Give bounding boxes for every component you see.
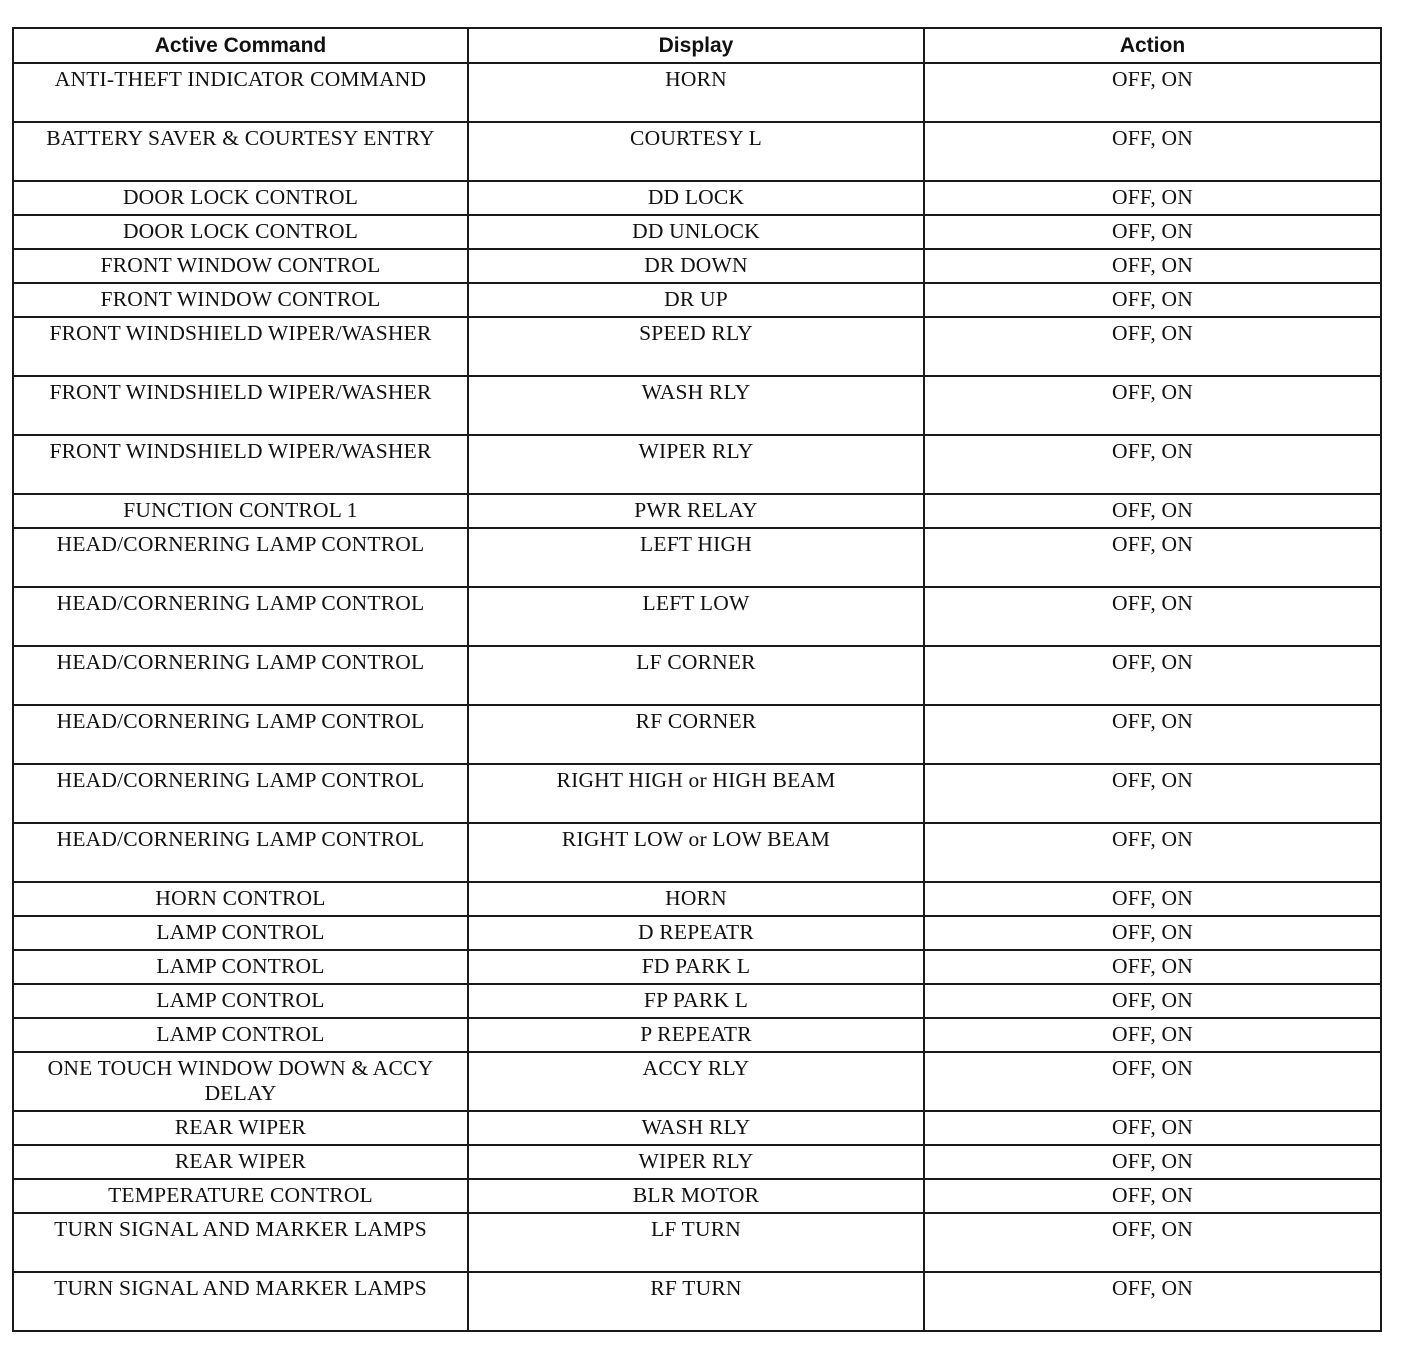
cell-display: ACCY RLY: [468, 1052, 924, 1111]
cell-display: WIPER RLY: [468, 1145, 924, 1179]
table-row: [13, 1111, 1381, 1145]
cell-active-command: HEAD/CORNERING LAMP CONTROL: [13, 646, 468, 705]
cell-action: OFF, ON: [924, 249, 1381, 283]
cell-active-command: FRONT WINDOW CONTROL: [13, 249, 468, 283]
table-row: [13, 528, 1381, 587]
cell-display: WIPER RLY: [468, 435, 924, 494]
cell-display: LF TURN: [468, 1213, 924, 1272]
cell-display: SPEED RLY: [468, 317, 924, 376]
cell-action: OFF, ON: [924, 435, 1381, 494]
cell-display: DD LOCK: [468, 181, 924, 215]
cell-active-command: BATTERY SAVER & COURTESY ENTRY: [13, 122, 468, 181]
cell-active-command: HEAD/CORNERING LAMP CONTROL: [13, 587, 468, 646]
cell-active-command: FRONT WINDOW CONTROL: [13, 283, 468, 317]
cell-active-command: ONE TOUCH WINDOW DOWN & ACCY DELAY: [13, 1052, 468, 1111]
cell-display: RIGHT HIGH or HIGH BEAM: [468, 764, 924, 823]
cell-action: OFF, ON: [924, 283, 1381, 317]
cell-display: RIGHT LOW or LOW BEAM: [468, 823, 924, 882]
active-command-table-container: [12, 27, 1380, 1332]
table-row: [13, 1018, 1381, 1052]
cell-display: LF CORNER: [468, 646, 924, 705]
cell-action: OFF, ON: [924, 1145, 1381, 1179]
cell-active-command: LAMP CONTROL: [13, 984, 468, 1018]
cell-active-command: HEAD/CORNERING LAMP CONTROL: [13, 823, 468, 882]
cell-active-command: HORN CONTROL: [13, 882, 468, 916]
cell-action: OFF, ON: [924, 764, 1381, 823]
cell-action: OFF, ON: [924, 705, 1381, 764]
cell-display: P REPEATR: [468, 1018, 924, 1052]
table-row: [13, 882, 1381, 916]
table-row: [13, 63, 1381, 122]
cell-action: OFF, ON: [924, 181, 1381, 215]
cell-display: FD PARK L: [468, 950, 924, 984]
cell-active-command: LAMP CONTROL: [13, 950, 468, 984]
cell-active-command: DOOR LOCK CONTROL: [13, 181, 468, 215]
cell-active-command: TURN SIGNAL AND MARKER LAMPS: [13, 1272, 468, 1331]
cell-action: OFF, ON: [924, 950, 1381, 984]
cell-active-command: HEAD/CORNERING LAMP CONTROL: [13, 705, 468, 764]
cell-display: PWR RELAY: [468, 494, 924, 528]
cell-display: DR UP: [468, 283, 924, 317]
cell-active-command: FRONT WINDSHIELD WIPER/WASHER: [13, 376, 468, 435]
cell-action: OFF, ON: [924, 916, 1381, 950]
cell-display: RF TURN: [468, 1272, 924, 1331]
cell-action: OFF, ON: [924, 587, 1381, 646]
cell-action: OFF, ON: [924, 376, 1381, 435]
cell-display: WASH RLY: [468, 1111, 924, 1145]
cell-active-command: REAR WIPER: [13, 1111, 468, 1145]
cell-action: OFF, ON: [924, 984, 1381, 1018]
table-row: [13, 823, 1381, 882]
cell-display: LEFT HIGH: [468, 528, 924, 587]
cell-active-command: FRONT WINDSHIELD WIPER/WASHER: [13, 317, 468, 376]
cell-action: OFF, ON: [924, 1272, 1381, 1331]
cell-action: OFF, ON: [924, 528, 1381, 587]
table-row: [13, 215, 1381, 249]
cell-active-command: LAMP CONTROL: [13, 916, 468, 950]
table-row: [13, 283, 1381, 317]
cell-display: HORN: [468, 63, 924, 122]
cell-action: OFF, ON: [924, 823, 1381, 882]
cell-action: OFF, ON: [924, 317, 1381, 376]
table-row: [13, 435, 1381, 494]
cell-active-command: TEMPERATURE CONTROL: [13, 1179, 468, 1213]
cell-active-command: ANTI-THEFT INDICATOR COMMAND: [13, 63, 468, 122]
cell-action: OFF, ON: [924, 1111, 1381, 1145]
table-row: [13, 376, 1381, 435]
cell-active-command: FUNCTION CONTROL 1: [13, 494, 468, 528]
cell-display: HORN: [468, 882, 924, 916]
table-row: [13, 705, 1381, 764]
header-active-command: Active Command: [13, 28, 468, 63]
cell-action: OFF, ON: [924, 882, 1381, 916]
cell-active-command: DOOR LOCK CONTROL: [13, 215, 468, 249]
table-row: [13, 646, 1381, 705]
cell-active-command: HEAD/CORNERING LAMP CONTROL: [13, 528, 468, 587]
table-row: [13, 764, 1381, 823]
cell-active-command: TURN SIGNAL AND MARKER LAMPS: [13, 1213, 468, 1272]
cell-display: COURTESY L: [468, 122, 924, 181]
cell-display: WASH RLY: [468, 376, 924, 435]
cell-display: DD UNLOCK: [468, 215, 924, 249]
cell-action: OFF, ON: [924, 63, 1381, 122]
header-action: Action: [924, 28, 1381, 63]
cell-action: OFF, ON: [924, 646, 1381, 705]
cell-action: OFF, ON: [924, 122, 1381, 181]
table-row: [13, 1272, 1381, 1331]
table-header-row: [13, 28, 1381, 63]
table-row: [13, 587, 1381, 646]
cell-display: D REPEATR: [468, 916, 924, 950]
cell-action: OFF, ON: [924, 1213, 1381, 1272]
cell-display: DR DOWN: [468, 249, 924, 283]
table-row: [13, 249, 1381, 283]
table-row: [13, 494, 1381, 528]
cell-display: FP PARK L: [468, 984, 924, 1018]
cell-active-command: FRONT WINDSHIELD WIPER/WASHER: [13, 435, 468, 494]
cell-action: OFF, ON: [924, 1052, 1381, 1111]
table-row: [13, 984, 1381, 1018]
table-row: [13, 1179, 1381, 1213]
cell-active-command: REAR WIPER: [13, 1145, 468, 1179]
table-row: [13, 1213, 1381, 1272]
table-row: [13, 1052, 1381, 1111]
cell-active-command: LAMP CONTROL: [13, 1018, 468, 1052]
header-display: Display: [468, 28, 924, 63]
cell-display: BLR MOTOR: [468, 1179, 924, 1213]
cell-action: OFF, ON: [924, 215, 1381, 249]
table-row: [13, 181, 1381, 215]
cell-display: RF CORNER: [468, 705, 924, 764]
cell-action: OFF, ON: [924, 1018, 1381, 1052]
table-row: [13, 916, 1381, 950]
cell-action: OFF, ON: [924, 1179, 1381, 1213]
cell-action: OFF, ON: [924, 494, 1381, 528]
active-command-table: [12, 27, 1382, 1332]
table-row: [13, 1145, 1381, 1179]
cell-active-command: HEAD/CORNERING LAMP CONTROL: [13, 764, 468, 823]
cell-display: LEFT LOW: [468, 587, 924, 646]
table-row: [13, 122, 1381, 181]
table-row: [13, 950, 1381, 984]
table-row: [13, 317, 1381, 376]
